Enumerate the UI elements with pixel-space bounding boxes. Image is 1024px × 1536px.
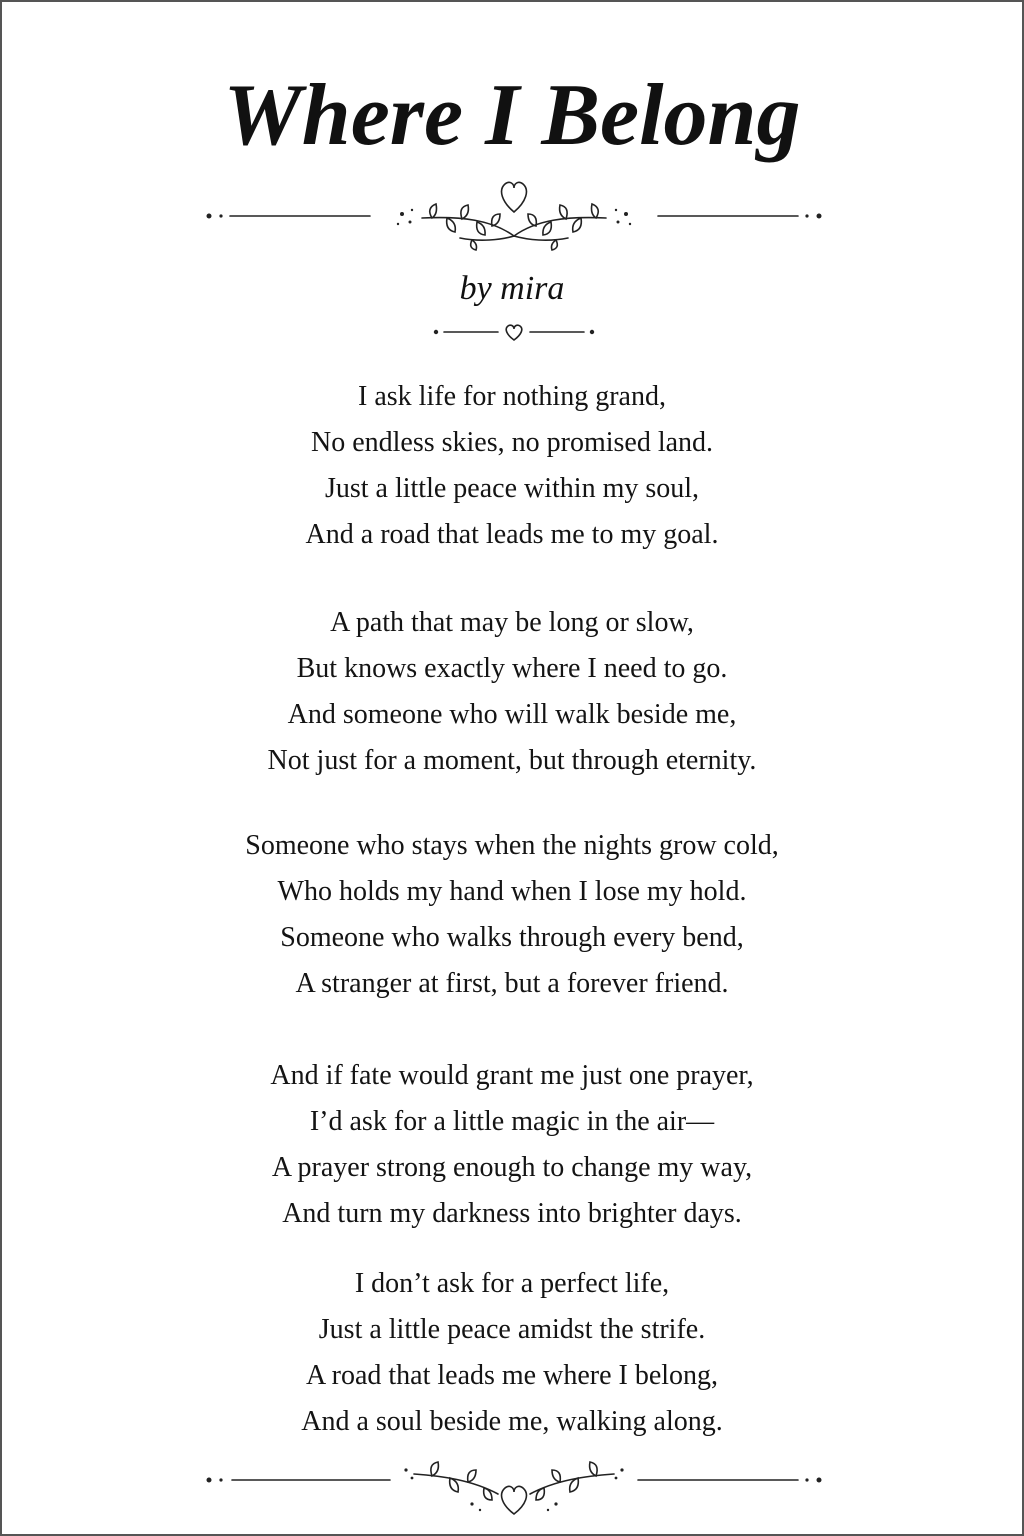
poem-line: Not just for a moment, but through eternity. — [267, 745, 757, 776]
poem-line: A road that leads me where I belong, — [305, 1360, 719, 1391]
poem-line: And someone who will walk beside me, — [287, 699, 737, 730]
poem-line: And if fate would grant me just one prayer, — [270, 1060, 754, 1091]
poem-line: Who holds my hand when I lose my hold. — [277, 876, 747, 907]
heart-laurel-divider-icon — [2, 172, 1024, 262]
poem-line: Someone who stays when the nights grow cold, — [245, 830, 779, 861]
poem-line: And a road that leads me to my goal. — [305, 519, 719, 550]
poem-line: A prayer strong enough to change my way, — [271, 1152, 753, 1183]
poem-line: A path that may be long or slow, — [330, 607, 694, 638]
poem-line: And a soul beside me, walking along. — [301, 1406, 723, 1437]
poem-line: I ask life for nothing grand, — [358, 381, 666, 412]
poem-line: Just a little peace amidst the strife. — [318, 1314, 706, 1345]
small-heart-divider-icon — [414, 318, 614, 348]
poem-title: Where I Belong — [223, 67, 801, 164]
poem-line: And turn my darkness into brighter days. — [282, 1198, 742, 1229]
poem-line: But knows exactly where I need to go. — [296, 653, 728, 684]
stanza — [2, 1261, 1022, 1445]
stanza — [2, 1053, 1022, 1237]
poem-line: I don’t ask for a perfect life, — [354, 1268, 670, 1299]
poem-author: by mira — [459, 270, 565, 307]
poem-line: Someone who walks through every bend, — [280, 922, 744, 953]
poem-line: I’d ask for a little magic in the air— — [309, 1106, 715, 1137]
stanza — [2, 823, 1022, 1007]
poem-line: A stranger at first, but a forever friend. — [295, 968, 729, 999]
heart-laurel-divider-icon — [2, 1450, 1024, 1530]
poem-line: Just a little peace within my soul, — [324, 473, 700, 504]
stanza — [2, 600, 1022, 784]
poem-line: No endless skies, no promised land. — [310, 427, 714, 458]
stanza — [2, 374, 1022, 558]
